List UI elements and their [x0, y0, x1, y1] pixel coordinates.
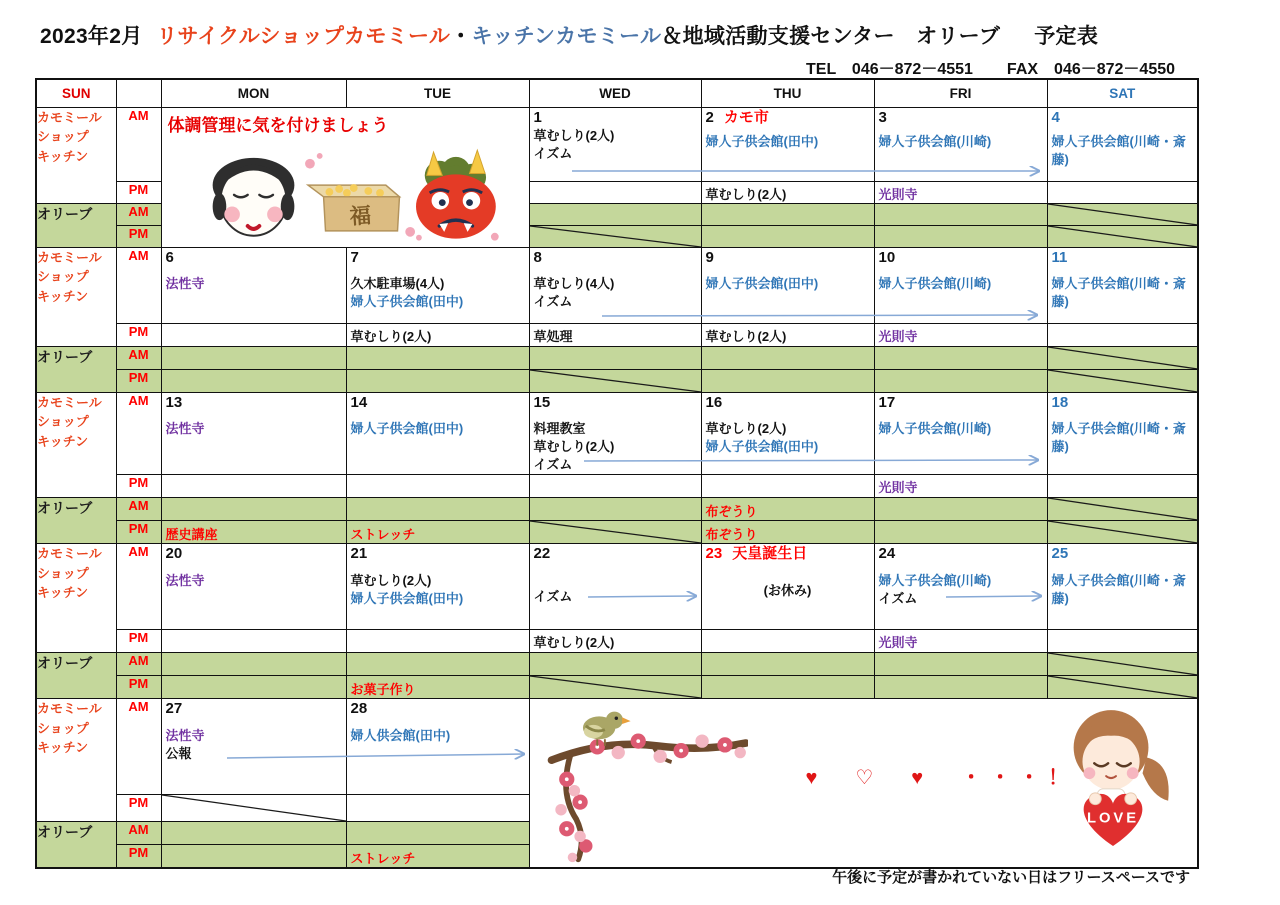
cell-w3-sat-olive-pm — [1047, 521, 1198, 544]
header-wed: WED — [529, 79, 701, 107]
pm-label: PM — [116, 521, 161, 544]
cell-w3-fri-olive-am — [874, 498, 1047, 521]
cell-w3-wed-pm — [529, 475, 701, 498]
cell-w2-fri-olive-am — [874, 346, 1047, 369]
cell-w2-thu-am: 9 婦人子供会館(田中) — [701, 247, 874, 323]
banner-cell — [161, 107, 529, 247]
bean-box — [308, 184, 399, 231]
cell-w2-wed-am: 8 草むしり(4人) イズム — [529, 247, 701, 323]
cell-w3-mon-olive-pm: 歴史講座 — [161, 521, 346, 544]
cell-w4-wed-olive-am — [529, 653, 701, 676]
row-label-chamomile: カモミール ショップ キッチン — [36, 247, 116, 346]
am-label: AM — [116, 822, 161, 845]
diagonal-line — [162, 795, 346, 821]
pm-label: PM — [116, 323, 161, 346]
schedule-table — [35, 78, 1199, 869]
am-label: AM — [116, 346, 161, 369]
cell-w3-fri-olive-pm — [874, 521, 1047, 544]
row-label-chamomile: カモミール ショップ キッチン — [36, 544, 116, 653]
chamomile-line: ショップ — [37, 129, 89, 144]
cell-w3-thu-pm — [701, 475, 874, 498]
cell-w5-mon-pm — [161, 795, 346, 822]
cell-w4-thu-pm — [701, 630, 874, 653]
cell-w2-mon-pm — [161, 323, 346, 346]
cell-w3-wed-olive-pm — [529, 521, 701, 544]
footer-note: 午後に予定が書かれていない日はフリースペースです — [832, 869, 1190, 886]
diagonal-line — [530, 521, 701, 543]
cell-w1-fri-pm: 光則寺 — [874, 181, 1047, 203]
contact-info — [806, 56, 1175, 79]
cell-w4-tue-am: 21 草むしり(2人) 婦人子供会館(田中) — [346, 544, 529, 630]
fuku-character: 福 — [348, 202, 372, 229]
cell-w2-fri-olive-pm — [874, 369, 1047, 392]
diagonal-line — [1048, 370, 1198, 392]
pm-label: PM — [116, 181, 161, 203]
cell-w3-fri-am: 17 婦人子供会館(川崎) — [874, 392, 1047, 475]
cell-w3-mon-pm — [161, 475, 346, 498]
row-label-olive: オリーブ — [36, 653, 116, 699]
am-label: AM — [116, 653, 161, 676]
cell-w4-mon-am: 20 法性寺 — [161, 544, 346, 630]
pm-label: PM — [116, 630, 161, 653]
cell-w4-sat-pm — [1047, 630, 1198, 653]
cell-w1-fri-olive-pm — [874, 225, 1047, 247]
cell-w1-wed-olive-am — [529, 203, 701, 225]
cell-w2-tue-olive-pm — [346, 369, 529, 392]
cell-w4-thu-olive-pm — [701, 676, 874, 699]
cell-w4-wed-pm: 草むしり(2人) — [529, 630, 701, 653]
closed-note: (お休み) — [763, 582, 812, 598]
am-label: AM — [116, 247, 161, 323]
cell-w2-thu-olive-pm — [701, 369, 874, 392]
cell-w4-sat-olive-pm — [1047, 676, 1198, 699]
diagonal-line — [530, 370, 701, 392]
cell-w2-sat-olive-pm — [1047, 369, 1198, 392]
cell-w5-mon-olive-pm — [161, 845, 346, 869]
cell-w1-sat-pm — [1047, 181, 1198, 203]
row-label-olive: オリーブ — [36, 498, 116, 544]
cell-w1-sat-am: 4 婦人子供会館(川崎・斎藤) — [1047, 107, 1198, 181]
cell-w4-fri-am: 24 婦人子供会館(川崎) イズム — [874, 544, 1047, 630]
cell-w3-tue-am: 14 婦人子供会館(田中) — [346, 392, 529, 475]
cell-w4-mon-pm — [161, 630, 346, 653]
cell-w2-tue-pm: 草むしり(2人) — [346, 323, 529, 346]
cell-w3-fri-pm: 光則寺 — [874, 475, 1047, 498]
header-mon: MON — [161, 79, 346, 107]
cell-w2-thu-pm: 草むしり(2人) — [701, 323, 874, 346]
am-label: AM — [116, 498, 161, 521]
cell-w4-wed-am: 22 イズム — [529, 544, 701, 630]
kamo-market-tag: カモ市 — [723, 108, 769, 126]
cell-w1-fri-am: 3 婦人子供会館(川崎) — [874, 107, 1047, 181]
cell-w4-mon-olive-pm — [161, 676, 346, 699]
header-thu: THU — [701, 79, 874, 107]
oni-face — [416, 150, 496, 239]
am-label: AM — [116, 392, 161, 475]
cell-w1-sat-olive-am — [1047, 203, 1198, 225]
cell-w5-tue-am: 28 婦人供会館(田中) — [346, 699, 529, 795]
header-sat: SAT — [1047, 79, 1198, 107]
diagonal-line — [1048, 204, 1198, 225]
row-label-chamomile: カモミール ショップ キッチン — [36, 699, 116, 822]
cell-w4-sat-am: 25 婦人子供会館(川崎・斎藤) — [1047, 544, 1198, 630]
hearts-text: ♥ ♡ ♥ ・・・！ — [805, 767, 1078, 790]
cell-w1-thu-olive-pm — [701, 225, 874, 247]
title-separator: ・ — [450, 25, 472, 48]
cell-w4-tue-olive-am — [346, 653, 529, 676]
diagonal-line — [530, 226, 701, 247]
cell-w3-tue-olive-am — [346, 498, 529, 521]
diagonal-line — [530, 676, 701, 698]
row-label-chamomile — [36, 107, 116, 203]
plum-branch-illustration — [538, 703, 748, 865]
am-label: AM — [116, 107, 161, 181]
row-label-chamomile: カモミール ショップ キッチン — [36, 392, 116, 498]
row-label-olive: オリーブ — [36, 203, 116, 247]
cell-w4-fri-olive-am — [874, 653, 1047, 676]
cell-w4-tue-olive-pm: お菓子作り — [346, 676, 529, 699]
cell-w2-wed-olive-am — [529, 346, 701, 369]
cell-w5-mon-olive-am — [161, 822, 346, 845]
title-shop-kitchen: キッチンカモミール — [471, 25, 662, 48]
cell-w4-thu-am: 23 天皇誕生日 (お休み) — [701, 544, 874, 630]
cell-w2-mon-olive-pm — [161, 369, 346, 392]
chamomile-line: キッチン — [37, 148, 89, 164]
cell-w1-wed-olive-pm — [529, 225, 701, 247]
otafuku-face — [212, 157, 294, 235]
page-title — [40, 20, 1098, 50]
cell-w1-thu-am: 2 カモ市 婦人子供会館(田中) — [701, 107, 874, 181]
pm-label: PM — [116, 369, 161, 392]
cell-w3-thu-olive-pm: 布ぞうり — [701, 521, 874, 544]
cell-w3-wed-olive-am — [529, 498, 701, 521]
cell-w4-mon-olive-am — [161, 653, 346, 676]
cell-w1-fri-olive-am — [874, 203, 1047, 225]
cell-w2-fri-am: 10 婦人子供会館(川崎) — [874, 247, 1047, 323]
header-sun: SUN — [36, 79, 116, 107]
setsubun-illustration — [164, 136, 524, 244]
cell-w3-thu-am: 16 草むしり(2人) 婦人子供会館(田中) — [701, 392, 874, 475]
am-label: AM — [116, 203, 161, 225]
row-label-olive: オリーブ — [36, 822, 116, 869]
love-text: LOVE — [1086, 810, 1139, 827]
cell-w2-mon-am: 6 法性寺 — [161, 247, 346, 323]
cell-w3-sat-olive-am — [1047, 498, 1198, 521]
cell-w1-sat-olive-pm — [1047, 225, 1198, 247]
cell-w3-mon-am: 13 法性寺 — [161, 392, 346, 475]
diagonal-line — [1048, 498, 1198, 520]
cell-w3-thu-olive-am: 布ぞうり — [701, 498, 874, 521]
pm-label: PM — [116, 475, 161, 498]
cell-w2-thu-olive-am — [701, 346, 874, 369]
cell-w1-thu-olive-am — [701, 203, 874, 225]
cell-w2-wed-olive-pm — [529, 369, 701, 392]
pm-label: PM — [116, 845, 161, 869]
diagonal-line — [1048, 653, 1198, 675]
cell-w2-tue-am: 7 久木駐車場(4人) 婦人子供会館(田中) — [346, 247, 529, 323]
am-label: AM — [116, 544, 161, 630]
girl-love-illustration — [1050, 705, 1178, 860]
cell-w2-sat-pm — [1047, 323, 1198, 346]
title-center: ＆地域活動支援センター オリーブ — [661, 25, 1001, 48]
pm-label: PM — [116, 225, 161, 247]
cell-w1-wed-pm — [529, 181, 701, 203]
header-fri: FRI — [874, 79, 1047, 107]
pm-label: PM — [116, 676, 161, 699]
diagonal-line — [1048, 347, 1198, 369]
cell-w3-sat-pm — [1047, 475, 1198, 498]
pm-label: PM — [116, 795, 161, 822]
cell-w3-tue-olive-pm: ストレッチ — [346, 521, 529, 544]
decor-cell — [529, 699, 1198, 869]
cell-w1-thu-pm: 草むしり(2人) — [701, 181, 874, 203]
cell-w3-wed-am: 15 料理教室 草むしり(2人) イズム — [529, 392, 701, 475]
cell-w4-thu-olive-am — [701, 653, 874, 676]
diagonal-line — [1048, 521, 1198, 543]
cell-w2-fri-pm: 光則寺 — [874, 323, 1047, 346]
cell-w2-sat-am: 11 婦人子供会館(川崎・斎藤) — [1047, 247, 1198, 323]
banner-message: 体調管理に気を付けましょう — [167, 115, 389, 135]
fax-number: FAX 046－872－4550 — [1006, 61, 1176, 78]
cell-w4-sat-olive-am — [1047, 653, 1198, 676]
cell-w2-wed-pm: 草処理 — [529, 323, 701, 346]
row-label-olive: オリーブ — [36, 346, 116, 392]
cell-w3-tue-pm — [346, 475, 529, 498]
diagonal-line — [1048, 226, 1198, 247]
am-label: AM — [116, 699, 161, 795]
holiday-name: 天皇誕生日 — [732, 545, 808, 563]
tel-number: TEL 046－872－4551 — [806, 61, 973, 78]
header-ampm-blank — [116, 79, 161, 107]
cell-w3-mon-olive-am — [161, 498, 346, 521]
cell-w5-tue-pm — [346, 795, 529, 822]
chamomile-line: カモミール — [37, 109, 102, 125]
cell-w4-tue-pm — [346, 630, 529, 653]
title-month: 2023年2月 — [40, 25, 143, 48]
cell-w3-sat-am: 18 婦人子供会館(川崎・斎藤) — [1047, 392, 1198, 475]
title-shop-recycle: リサイクルショップカモミール — [156, 25, 451, 48]
cell-w2-tue-olive-am — [346, 346, 529, 369]
title-sheet: 予定表 — [1034, 25, 1099, 48]
cell-w4-wed-olive-pm — [529, 676, 701, 699]
diagonal-line — [1048, 676, 1198, 698]
cell-w4-fri-pm: 光則寺 — [874, 630, 1047, 653]
cell-w2-sat-olive-am — [1047, 346, 1198, 369]
cell-w5-tue-olive-pm: ストレッチ — [346, 845, 529, 869]
cell-w5-mon-am: 27 法性寺 公報 — [161, 699, 346, 795]
cell-w5-tue-olive-am — [346, 822, 529, 845]
cell-w4-fri-olive-pm — [874, 676, 1047, 699]
header-tue: TUE — [346, 79, 529, 107]
cell-w1-wed-am: 1 草むしり(2人) イズム — [529, 107, 701, 181]
cell-w2-mon-olive-am — [161, 346, 346, 369]
